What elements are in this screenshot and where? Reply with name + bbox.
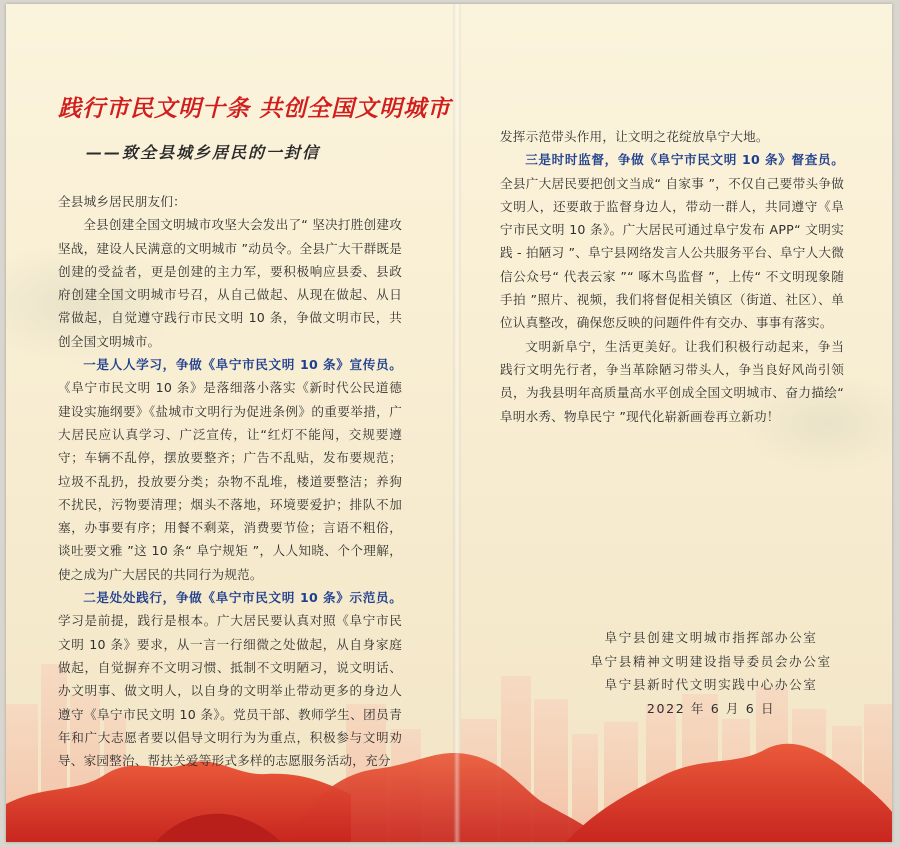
right-column — [500, 125, 844, 428]
section-2 — [58, 586, 402, 772]
signature-line: 阜宁县精神文明建设指导委员会办公室 — [590, 653, 832, 669]
section-1-body: 《阜宁市民文明 10 条》是落细落小落实《新时代公民道德建设实施纲要》《盐城市文明行为促进条例》的重要举措，广大居民应认真学习、广泛宣传，让“红灯不能闯，交规要遵守；车辆不乱停，摆放要整齐；广告不乱贴，发布要规范；垃圾不乱扔，投放要分类；杂物不乱堆，楼道要整洁；养狗不扰民，污物要清理；烟头不落地，环境要爱护；排队不加塞，办事要有序；用餐不剩菜，消费要节俭；言语不粗俗，谈吐要文雅 ”这 10 条“ 阜宁规矩 ”，人人知晓、个个理解，使之成为广大居民的共同行为规范。 — [58, 380, 402, 582]
leaflet-sheet — [6, 4, 892, 842]
section-2-heading: 二是处处践行，争做《阜宁市民文明 10 条》示范员。 — [83, 590, 402, 606]
letter-title: 践行市民文明十条 共创全国文明城市 — [58, 96, 452, 122]
section-1-heading: 一是人人学习，争做《阜宁市民文明 10 条》宣传员。 — [83, 357, 402, 373]
center-fold — [453, 4, 461, 842]
signature-block — [546, 626, 876, 720]
section-1 — [58, 353, 402, 586]
section-3 — [500, 148, 844, 334]
closing-paragraph: 文明新阜宁，生活更美好。让我们积极行动起来，争当践行文明先行者，争当革除陋习带头人，争当良好风尚引领员，为我县明年高质量高水平创成全国文明城市、奋力描绘“ 阜明水秀、物阜民宁 ”现代化崭新画卷再立新功！ — [500, 338, 844, 424]
greeting: 全县城乡居民朋友们： — [58, 194, 186, 209]
section-3-heading: 三是时时监督，争做《阜宁市民文明 10 条》督查员。 — [525, 152, 844, 168]
section-2-body: 学习是前提，践行是根本。广大居民要认真对照《阜宁市民文明 10 条》要求，从一言一行细微之处做起，从自身家庭做起，自觉摒弃不文明习惯、抵制不文明陋习，说文明话、办文明事、做文明人，以自身的文明举止带动更多的身边人遵守《阜宁市民文明 10 条》。党员干部、教师学生、团员青年和广大志愿者要以倡导文明行为为重点，积极参与文明劝导、家园整治、帮扶关爱等形式多样的志愿服务活动，充分 — [58, 613, 402, 769]
signature-line: 阜宁县创建文明城市指挥部办公室 — [604, 630, 818, 645]
intro-paragraph: 全县创建全国文明城市攻坚大会发出了“ 坚决打胜创建攻坚战，建设人民满意的文明城市 ”动员令。全县广大干群既是创建的受益者，更是创建的主力军，要积极响应县委、县政府创建全国文明城市号召，从自己做起、从现在做起、从日常做起，自觉遵守践行市民文明 10 条，争做文明市民，共创全国文明城市。 — [58, 217, 402, 349]
section-2-continued: 发挥示范带头作用，让文明之花绽放阜宁大地。 — [500, 129, 769, 144]
signature-line: 阜宁县新时代文明实践中心办公室 — [604, 677, 818, 692]
left-column — [58, 190, 402, 772]
letter-subtitle: ——致全县城乡居民的一封信 — [86, 143, 321, 162]
letter-date: 2022 年 6 月 6 日 — [646, 700, 776, 716]
section-3-body: 全县广大居民要把创文当成“ 自家事 ”，不仅自己要带头争做文明人，还要敢于监督身边人，带动一群人，共同遵守《阜宁市民文明 10 条》。广大居民可通过阜宁发布 APP“ 文明实践 - 拍陋习 ”、阜宁县网络发言人公共服务平台、阜宁人大微信公众号“ 代表云家 ”“ 啄木鸟监督 ”，上传“ 不文明现象随手拍 ”照片、视频，我们将督促相关镇区（街道、社区）、单位认真整改，确保您反映的问题件件有交办、事事有落实。 — [500, 175, 844, 331]
